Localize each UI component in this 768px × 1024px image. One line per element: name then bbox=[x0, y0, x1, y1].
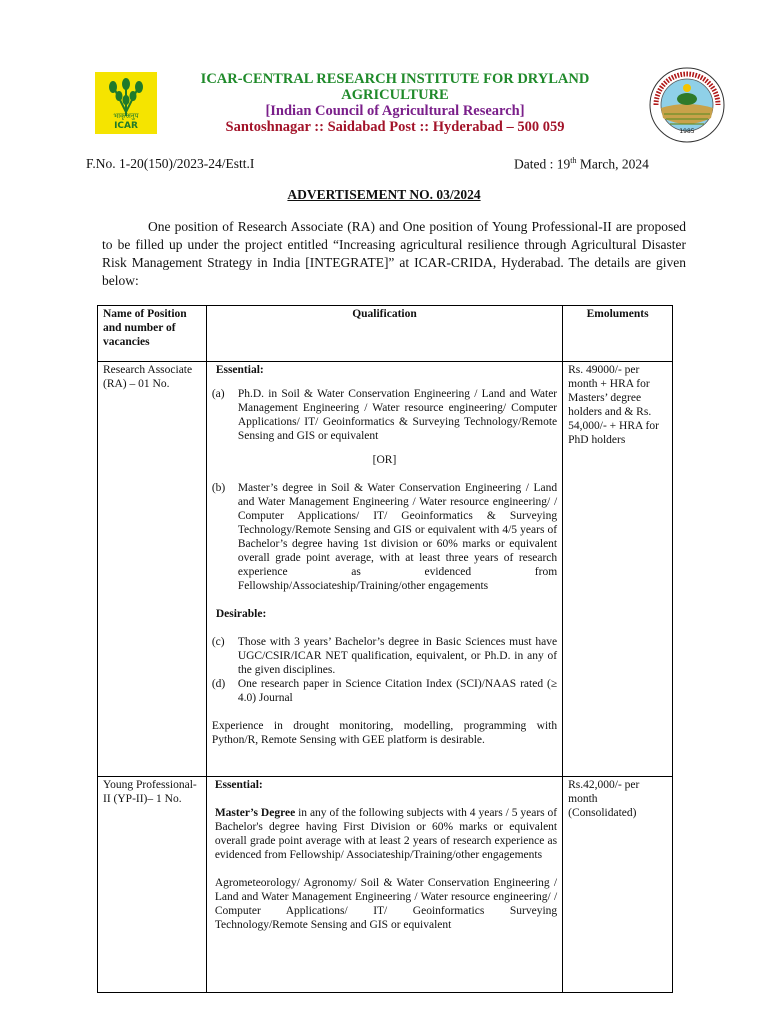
ra-item-c: (c) Those with 3 years’ Bachelor’s degree in Basic Sciences must have UGC/CSIR/ICAR NET qualification, equivalent, or Ph.D. in any of the given disciplines. bbox=[211, 636, 558, 676]
ra-experience: Experience in drought monitoring, modelling, programming with Python/R, Remote Sensing with GEE platform is desirable. bbox=[211, 720, 558, 746]
header-qualification: Qualification bbox=[206, 306, 562, 362]
institute-name-line1: ICAR-CENTRAL RESEARCH INSTITUTE FOR DRYLAND bbox=[200, 71, 590, 87]
header-emoluments: Emoluments bbox=[563, 306, 673, 362]
ra-item-a: (a) Ph.D. in Soil & Water Conservation Engineering / Land and Water Management Engineering / Water resource engineering/ Computer Applications/ IT/ Geoinformatics & Surveying Technology/Remote Sensing and GIS or equivalent bbox=[211, 388, 558, 442]
positions-table bbox=[97, 305, 673, 993]
logo-abbr-text: ICAR bbox=[114, 121, 138, 131]
table-row bbox=[98, 777, 673, 993]
document-date: Dated : 19th March, 2024 bbox=[514, 156, 649, 172]
yp-qualification bbox=[206, 777, 562, 993]
institute-address: Santoshnagar :: Saidabad Post :: Hyderabad – 500 059 bbox=[225, 119, 565, 135]
logo-hindi-text: भाकृअनुप bbox=[113, 112, 139, 120]
council-name: [Indian Council of Agricultural Research] bbox=[265, 103, 525, 119]
file-number: F.No. 1-20(150)/2023-24/Estt.I bbox=[86, 156, 255, 171]
table-header-row bbox=[98, 306, 673, 362]
ra-desirable-label: Desirable: bbox=[215, 608, 267, 620]
ra-position: Research Associate (RA) – 01 No. bbox=[98, 362, 207, 777]
seal-year: 1985 bbox=[679, 128, 695, 135]
ra-item-b: (b) Master’s degree in Soil & Water Conservation Engineering / Land and Water Management Engineering / Water resource engineering/ / Computer Applications/ IT/ Geoinformatics & Surveying Technology/Remote Sensing and GIS or equivalent with 4/5 years of Bachelor’s degree having 1st division or 60% marks or equivalent overall grade point average, with at least three years of research experience as evidenced from Fellowship/Associateship/Training/other engagements bbox=[211, 482, 558, 592]
yp-emoluments: Rs.42,000/- per month (Consolidated) bbox=[563, 777, 673, 993]
yp-essential-label: Essential: bbox=[214, 779, 263, 791]
ra-qualification bbox=[206, 362, 562, 777]
advertisement-title: ADVERTISEMENT NO. 03/2024 bbox=[287, 187, 481, 202]
ra-item-d: (d) One research paper in Science Citation Index (SCI)/NAAS rated (≥ 4.0) Journal bbox=[211, 678, 558, 704]
table-row bbox=[98, 362, 673, 777]
icar-logo bbox=[95, 72, 157, 134]
header-position: Name of Position and number of vacancies bbox=[98, 306, 207, 362]
institute-name-line2: AGRICULTURE bbox=[341, 87, 449, 103]
intro-paragraph: One position of Research Associate (RA) and One position of Young Professional-II are proposed to be filled up under the project entitled “Increasing agricultural resilience through Agricultural Disaster Risk Management Strategy in India [INTEGRATE]” at ICAR-CRIDA, Hyderabad. The details are given below: bbox=[102, 219, 686, 288]
crida-seal bbox=[648, 66, 726, 144]
yp-subjects: Agrometeorology/ Agronomy/ Soil & Water Conservation Engineering / Land and Water Management Engineering / Water resource engineering/ / Computer Applications/ IT/ Geoinformatics Surveying Technology/Remote Sensing and GIS or equivalent bbox=[214, 877, 558, 931]
or-separator: [OR] bbox=[372, 454, 397, 466]
ra-emoluments: Rs. 49000/- per month + HRA for Masters’ degree holders and & Rs. 54,000/- + HRA for PhD holders bbox=[563, 362, 673, 777]
ra-essential-label: Essential: bbox=[215, 364, 264, 376]
yp-position: Young Professional-II (YP-II)– 1 No. bbox=[98, 777, 207, 993]
yp-masters-requirement: Master’s Degree in any of the following subjects with 4 years / 5 years of Bachelor's degree having First Division or 60% marks or equivalent overall grade point average with at least 2 years of research experience as evidenced from Fellowship/ Associateship/Training/other engagements bbox=[214, 807, 558, 861]
